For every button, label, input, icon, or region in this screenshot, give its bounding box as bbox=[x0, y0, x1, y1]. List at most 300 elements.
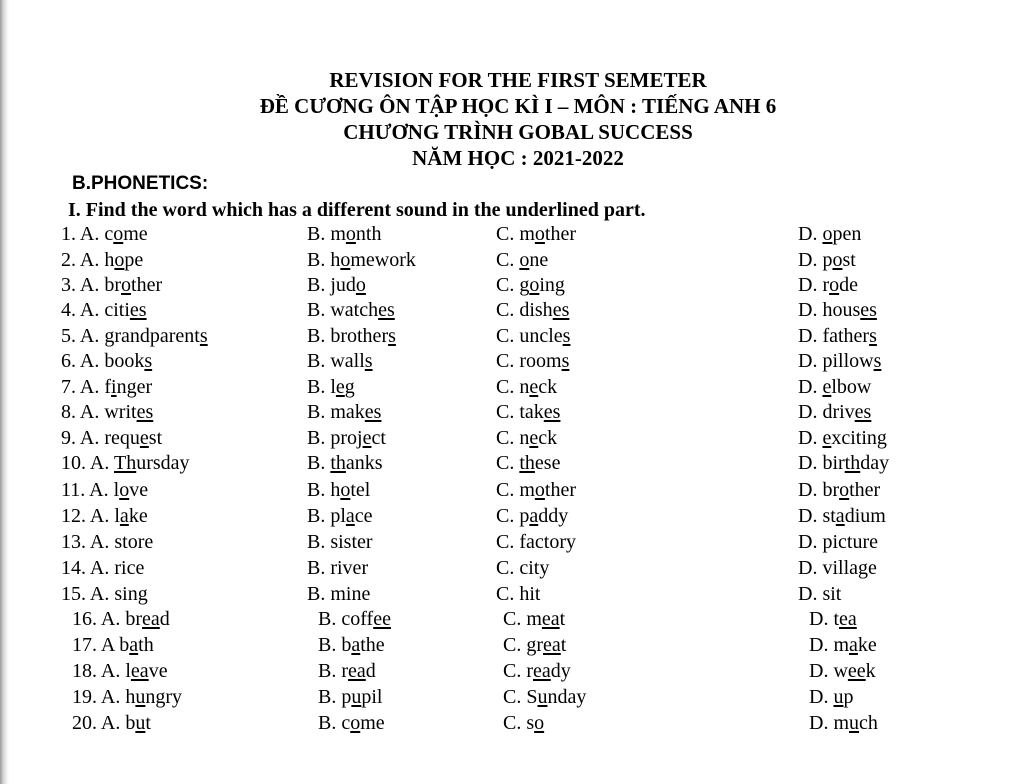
option-letter: C. bbox=[496, 350, 515, 372]
option-b bbox=[318, 685, 382, 710]
underlined-part: ea bbox=[543, 634, 561, 656]
option-b bbox=[307, 582, 370, 607]
underlined-part: o bbox=[340, 479, 351, 501]
option-c bbox=[496, 478, 576, 503]
option-letter: A. bbox=[79, 249, 100, 271]
question-number: 1. bbox=[61, 223, 76, 245]
word-part: br bbox=[822, 479, 840, 501]
word-part: pillow bbox=[822, 350, 874, 372]
underlined-part: s bbox=[388, 325, 396, 347]
question-number: 6. bbox=[61, 350, 76, 372]
option-c bbox=[496, 451, 560, 476]
option-a bbox=[72, 685, 182, 710]
option-d bbox=[809, 633, 877, 658]
word-part: r bbox=[526, 660, 534, 682]
word-part: ese bbox=[534, 452, 561, 474]
question-number: 18. bbox=[72, 660, 97, 682]
underlined-part: s bbox=[199, 325, 208, 347]
option-a bbox=[61, 298, 147, 323]
option-letter: A. bbox=[79, 223, 100, 245]
underlined-part: u bbox=[135, 712, 146, 734]
option-b bbox=[307, 530, 373, 555]
question-number: 19. bbox=[72, 686, 97, 708]
word-part: k bbox=[865, 660, 876, 682]
question-number: 4. bbox=[61, 299, 76, 321]
word-part: me bbox=[123, 223, 148, 245]
word-part: m bbox=[526, 608, 542, 630]
option-letter: D. bbox=[798, 557, 818, 579]
word-part: requ bbox=[104, 427, 140, 449]
underlined-part: u bbox=[351, 686, 362, 708]
option-c bbox=[503, 711, 544, 736]
option-letter: A. bbox=[89, 452, 110, 474]
word-part: ngry bbox=[145, 686, 183, 708]
word-part: village bbox=[822, 557, 877, 579]
word-part: dy bbox=[550, 660, 571, 682]
word-part: st bbox=[842, 249, 856, 271]
option-c bbox=[496, 248, 548, 273]
question-row bbox=[0, 556, 1024, 581]
option-d bbox=[798, 324, 877, 349]
word-part: l bbox=[114, 505, 120, 527]
option-b bbox=[307, 222, 381, 247]
option-a bbox=[61, 375, 152, 400]
option-letter: A. bbox=[89, 479, 109, 501]
question-row bbox=[0, 633, 1024, 658]
question-number: 15. bbox=[61, 583, 86, 605]
option-letter: A. bbox=[79, 325, 100, 347]
question-row bbox=[0, 273, 1024, 298]
underlined-part: o bbox=[340, 249, 351, 271]
option-b bbox=[318, 659, 376, 684]
word-part: b bbox=[125, 712, 136, 734]
underlined-part: e bbox=[529, 427, 539, 449]
option-letter: B. bbox=[307, 223, 326, 245]
option-d bbox=[809, 659, 876, 684]
word-part: picture bbox=[822, 531, 878, 553]
word-part: ck bbox=[538, 427, 558, 449]
option-letter: C. bbox=[496, 299, 515, 321]
underlined-part: u bbox=[833, 686, 844, 708]
word-part: watch bbox=[330, 299, 379, 321]
word-part: pl bbox=[330, 505, 346, 527]
underlined-part: ea bbox=[130, 660, 149, 682]
option-a bbox=[61, 530, 153, 555]
word-part: proj bbox=[330, 427, 363, 449]
option-letter: A. bbox=[79, 376, 100, 398]
word-part: h bbox=[104, 249, 115, 271]
option-c bbox=[496, 273, 565, 298]
option-letter: D. bbox=[809, 660, 829, 682]
option-b bbox=[307, 400, 381, 425]
underlined-part: a bbox=[351, 634, 361, 656]
option-letter: C. bbox=[503, 712, 522, 734]
word-part: ddy bbox=[538, 505, 569, 527]
question-row bbox=[0, 298, 1024, 323]
underlined-part: e bbox=[822, 376, 832, 398]
question-number: 9. bbox=[61, 427, 76, 449]
word-part: sister bbox=[330, 531, 373, 553]
word-part: h bbox=[330, 249, 341, 271]
option-b bbox=[307, 451, 383, 476]
option-letter: B. bbox=[307, 452, 326, 474]
option-letter: C. bbox=[503, 634, 522, 656]
word-part: th bbox=[138, 634, 154, 656]
option-letter: B. bbox=[307, 401, 326, 423]
question-number: 11. bbox=[61, 479, 86, 501]
option-a bbox=[72, 607, 170, 632]
option-a bbox=[72, 659, 168, 684]
option-letter: B. bbox=[307, 557, 326, 579]
underlined-part: o bbox=[534, 712, 545, 734]
option-letter: B. bbox=[307, 427, 326, 449]
word-part: t bbox=[833, 608, 840, 630]
underlined-part: a bbox=[119, 505, 129, 527]
option-letter: C. bbox=[503, 686, 522, 708]
underlined-part: a bbox=[345, 505, 355, 527]
option-b bbox=[307, 478, 370, 503]
underlined-part: th bbox=[844, 452, 861, 474]
option-letter: D. bbox=[798, 274, 818, 296]
word-part: grandparent bbox=[104, 325, 200, 347]
question-number: 12. bbox=[61, 505, 86, 527]
option-c bbox=[496, 530, 576, 555]
section-title: B.PHONETICS: bbox=[72, 173, 209, 194]
underlined-part: o bbox=[529, 274, 540, 296]
word-part: me bbox=[360, 712, 385, 734]
option-letter: A. bbox=[100, 686, 121, 708]
word-part: l bbox=[113, 479, 120, 501]
word-part: f bbox=[104, 376, 112, 398]
word-part: ther bbox=[849, 479, 881, 501]
underlined-part: o bbox=[113, 223, 124, 245]
underlined-part: s bbox=[144, 350, 153, 372]
word-part: b bbox=[119, 634, 130, 656]
word-part: river bbox=[330, 557, 369, 579]
underlined-part: ee bbox=[373, 608, 391, 630]
word-part: nger bbox=[116, 376, 153, 398]
underlined-part: o bbox=[822, 223, 833, 245]
option-letter: D. bbox=[809, 634, 829, 656]
option-letter: D. bbox=[798, 505, 818, 527]
underlined-part: o bbox=[829, 274, 840, 296]
option-letter: B. bbox=[307, 350, 326, 372]
underlined-part: o bbox=[839, 479, 850, 501]
option-a bbox=[61, 556, 144, 581]
word-part: h bbox=[125, 686, 136, 708]
option-c bbox=[496, 426, 557, 451]
word-part: s bbox=[526, 712, 535, 734]
underlined-part: o bbox=[350, 712, 361, 734]
option-d bbox=[798, 582, 841, 607]
question-number: 17. bbox=[72, 634, 97, 656]
word-part: the bbox=[360, 634, 385, 656]
option-letter: D. bbox=[798, 479, 818, 501]
word-part: dium bbox=[844, 505, 886, 527]
option-letter: B. bbox=[307, 249, 326, 271]
option-b bbox=[307, 273, 366, 298]
word-part: b bbox=[341, 634, 352, 656]
option-letter: A. bbox=[89, 557, 110, 579]
question-number: 2. bbox=[61, 249, 76, 271]
word-part: de bbox=[839, 274, 859, 296]
word-part: ch bbox=[859, 712, 878, 734]
underlined-part: ea bbox=[533, 660, 551, 682]
option-letter: C. bbox=[503, 660, 522, 682]
word-part: brother bbox=[330, 325, 389, 347]
word-part: ursday bbox=[136, 452, 190, 474]
underlined-part: e bbox=[529, 376, 539, 398]
word-part: city bbox=[519, 557, 550, 579]
word-part: t bbox=[145, 712, 151, 734]
question-row bbox=[0, 222, 1024, 247]
underlined-part: o bbox=[355, 274, 366, 296]
option-letter: C. bbox=[496, 274, 515, 296]
question-row bbox=[0, 248, 1024, 273]
option-letter: B. bbox=[318, 660, 337, 682]
option-letter: C. bbox=[496, 401, 515, 423]
option-letter: A. bbox=[100, 660, 121, 682]
word-part: m bbox=[519, 223, 535, 245]
option-letter: D. bbox=[798, 452, 818, 474]
option-letter: B. bbox=[307, 299, 326, 321]
option-d bbox=[809, 685, 853, 710]
option-c bbox=[496, 582, 540, 607]
option-c bbox=[503, 633, 566, 658]
option-c bbox=[496, 324, 570, 349]
underlined-part: o bbox=[534, 223, 545, 245]
word-part: day bbox=[860, 452, 890, 474]
option-c bbox=[503, 685, 586, 710]
option-d bbox=[798, 556, 877, 581]
word-part: br bbox=[125, 608, 143, 630]
word-part: l bbox=[125, 660, 131, 682]
option-b bbox=[307, 324, 396, 349]
word-part: factory bbox=[519, 531, 576, 553]
option-b bbox=[307, 426, 386, 451]
underlined-part: u bbox=[849, 712, 860, 734]
underlined-part: es bbox=[378, 299, 395, 321]
question-number: 16. bbox=[72, 608, 97, 630]
exercise-instruction: I. Find the word which has a different sound in the underlined part. bbox=[68, 199, 646, 221]
word-part: m bbox=[519, 479, 535, 501]
underlined-part: u bbox=[537, 686, 548, 708]
word-part: l bbox=[330, 376, 336, 398]
word-part: wall bbox=[330, 350, 365, 372]
option-c bbox=[503, 659, 571, 684]
option-letter: A. bbox=[79, 299, 100, 321]
option-d bbox=[798, 426, 887, 451]
option-letter: B. bbox=[307, 505, 326, 527]
word-part: xciting bbox=[831, 427, 887, 449]
option-letter: C. bbox=[496, 505, 515, 527]
option-c bbox=[496, 349, 569, 374]
option-letter: A. bbox=[89, 505, 110, 527]
option-letter: A. bbox=[79, 401, 100, 423]
question-row bbox=[0, 582, 1024, 607]
option-letter: C. bbox=[496, 376, 515, 398]
option-letter: B. bbox=[318, 608, 337, 630]
question-row bbox=[0, 504, 1024, 529]
underlined-part: a bbox=[835, 505, 845, 527]
option-letter: D. bbox=[798, 531, 818, 553]
option-b bbox=[307, 248, 416, 273]
option-letter: D. bbox=[798, 350, 818, 372]
option-d bbox=[798, 248, 856, 273]
underlined-part: ea bbox=[348, 660, 366, 682]
word-part: c bbox=[104, 223, 114, 245]
option-b bbox=[307, 349, 373, 374]
word-part: r bbox=[822, 274, 830, 296]
option-d bbox=[809, 607, 857, 632]
option-a bbox=[61, 273, 162, 298]
question-row bbox=[0, 349, 1024, 374]
option-c bbox=[503, 607, 565, 632]
word-part: n bbox=[519, 376, 530, 398]
word-part: p bbox=[519, 505, 530, 527]
word-part: ke bbox=[128, 505, 148, 527]
word-part: p bbox=[822, 249, 833, 271]
underlined-part: es bbox=[364, 401, 382, 423]
option-letter: D. bbox=[798, 376, 818, 398]
option-c bbox=[496, 504, 568, 529]
word-part: st bbox=[822, 505, 836, 527]
option-d bbox=[798, 451, 889, 476]
underlined-part: o bbox=[114, 249, 125, 271]
word-part: d bbox=[365, 660, 376, 682]
word-part: mak bbox=[330, 401, 365, 423]
option-letter: B. bbox=[307, 479, 326, 501]
underlined-part: es bbox=[129, 299, 147, 321]
word-part: S bbox=[526, 686, 538, 708]
option-a bbox=[72, 711, 151, 736]
question-row bbox=[0, 711, 1024, 736]
word-part: rice bbox=[114, 557, 145, 579]
option-a bbox=[61, 324, 208, 349]
school-year: NĂM HỌC : 2021-2022 bbox=[412, 146, 624, 170]
word-part: hous bbox=[822, 299, 861, 321]
word-part: uncle bbox=[519, 325, 563, 347]
option-a bbox=[61, 248, 143, 273]
word-part: book bbox=[104, 350, 145, 372]
option-letter: C. bbox=[496, 452, 515, 474]
option-b bbox=[307, 298, 395, 323]
word-part: gr bbox=[526, 634, 544, 656]
option-letter: B. bbox=[307, 376, 326, 398]
option-d bbox=[798, 478, 880, 503]
option-c bbox=[496, 298, 569, 323]
word-part: h bbox=[330, 479, 341, 501]
option-c bbox=[496, 556, 549, 581]
option-letter: B. bbox=[307, 325, 326, 347]
option-letter: A. bbox=[79, 274, 100, 296]
word-part: bir bbox=[822, 452, 845, 474]
word-part: anks bbox=[345, 452, 383, 474]
option-letter: A. bbox=[79, 427, 100, 449]
word-part: g bbox=[519, 274, 530, 296]
question-number: 7. bbox=[61, 376, 76, 398]
option-letter: C. bbox=[496, 583, 515, 605]
option-letter: C. bbox=[496, 427, 515, 449]
underlined-part: ee bbox=[847, 660, 866, 682]
word-part: r bbox=[341, 660, 349, 682]
underlined-part: s bbox=[873, 350, 882, 372]
option-letter: C. bbox=[496, 223, 515, 245]
underlined-part: e bbox=[139, 427, 149, 449]
word-part: pe bbox=[124, 249, 144, 271]
question-number: 10. bbox=[61, 452, 86, 474]
option-letter: A. bbox=[100, 712, 121, 734]
word-part: br bbox=[104, 274, 122, 296]
option-letter: A bbox=[100, 634, 115, 656]
option-a bbox=[61, 504, 148, 529]
underlined-part: es bbox=[543, 401, 561, 423]
option-letter: A. bbox=[100, 608, 121, 630]
word-part: ct bbox=[371, 427, 386, 449]
word-part: t bbox=[560, 634, 567, 656]
document-title: REVISION FOR THE FIRST SEMETER bbox=[329, 68, 707, 92]
word-part: store bbox=[114, 531, 154, 553]
question-row bbox=[0, 685, 1024, 710]
option-letter: D. bbox=[798, 299, 818, 321]
word-part: hit bbox=[519, 583, 541, 605]
underlined-part: e bbox=[822, 427, 832, 449]
option-letter: D. bbox=[798, 427, 818, 449]
word-part: mework bbox=[350, 249, 416, 271]
option-letter: D. bbox=[809, 712, 829, 734]
option-b bbox=[318, 633, 385, 658]
word-part: m bbox=[833, 634, 850, 656]
option-letter: D. bbox=[798, 249, 818, 271]
option-a bbox=[61, 426, 162, 451]
option-d bbox=[798, 375, 871, 400]
option-letter: D. bbox=[798, 223, 818, 245]
option-letter: D. bbox=[798, 583, 818, 605]
option-a bbox=[61, 582, 148, 607]
word-part: dish bbox=[519, 299, 553, 321]
word-part: lbow bbox=[831, 376, 872, 398]
question-number: 3. bbox=[61, 274, 76, 296]
option-letter: C. bbox=[503, 608, 522, 630]
option-c bbox=[496, 375, 557, 400]
word-part: m bbox=[330, 223, 346, 245]
word-part: c bbox=[341, 712, 351, 734]
underlined-part: es bbox=[552, 299, 570, 321]
option-letter: B. bbox=[307, 531, 326, 553]
word-part: mine bbox=[330, 583, 371, 605]
word-part: ce bbox=[354, 505, 373, 527]
underlined-part: e bbox=[335, 376, 345, 398]
option-letter: D. bbox=[798, 401, 818, 423]
underlined-part: s bbox=[869, 325, 877, 347]
underlined-part: i bbox=[111, 376, 117, 398]
option-d bbox=[798, 298, 877, 323]
underlined-part: es bbox=[136, 401, 154, 423]
underlined-part: o bbox=[121, 274, 132, 296]
underlined-part: th bbox=[519, 452, 535, 474]
option-a bbox=[72, 633, 154, 658]
word-part: ve bbox=[148, 660, 168, 682]
underlined-part: s bbox=[364, 350, 373, 372]
question-row bbox=[0, 659, 1024, 684]
word-part: d bbox=[159, 608, 170, 630]
option-letter: C. bbox=[496, 249, 515, 271]
word-part: citi bbox=[104, 299, 130, 321]
option-d bbox=[809, 711, 878, 736]
option-letter: B. bbox=[307, 274, 326, 296]
word-part: sit bbox=[822, 583, 842, 605]
option-d bbox=[798, 273, 858, 298]
